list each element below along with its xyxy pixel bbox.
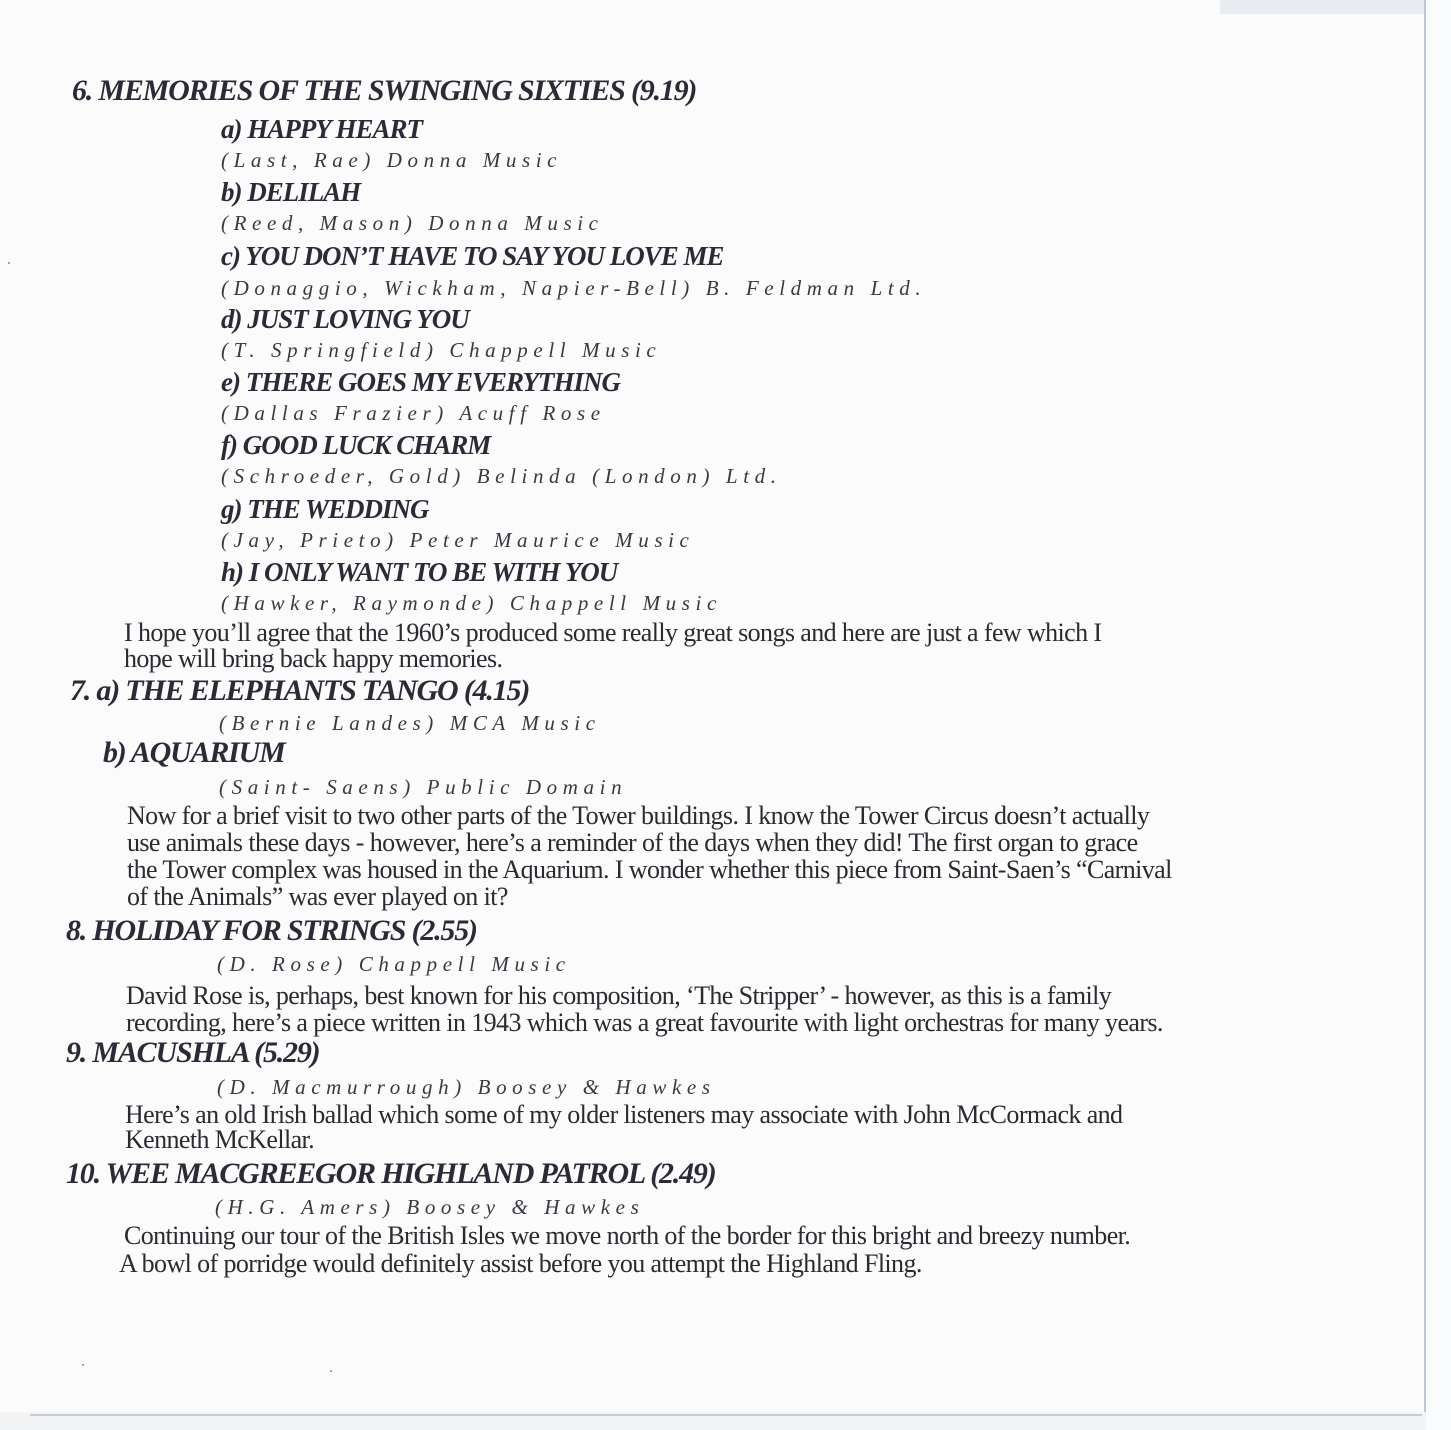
song-credit: (T. Springfield) Chappell Music bbox=[221, 338, 662, 362]
song-credit: (Last, Rae) Donna Music bbox=[221, 148, 563, 172]
track-7a-title: 7. a) THE ELEPHANTS TANGO (4.15) bbox=[70, 674, 530, 707]
song-credit: (Schroeder, Gold) Belinda (London) Ltd. bbox=[221, 464, 782, 488]
track-9-credit: (D. Macmurrough) Boosey & Hawkes bbox=[217, 1075, 716, 1099]
song-credit: (Dallas Frazier) Acuff Rose bbox=[221, 401, 606, 425]
track-10-note-line: A bowl of porridge would definitely assist before you attempt the Highland Fling. bbox=[119, 1249, 922, 1278]
track-10-title: 10. WEE MACGREEGOR HIGHLAND PATROL (2.49) bbox=[66, 1157, 716, 1190]
track-8-note-line: recording, here’s a piece written in 1943 which was a great favourite with light orchestras for many years. bbox=[126, 1008, 1163, 1037]
song-credit: (Jay, Prieto) Peter Maurice Music bbox=[221, 528, 695, 552]
track-10-note-line: Continuing our tour of the British Isles we move north of the border for this bright and breezy number. bbox=[124, 1221, 1131, 1250]
song-title: e) THERE GOES MY EVERYTHING bbox=[221, 367, 621, 397]
song-title: g) THE WEDDING bbox=[221, 494, 429, 524]
track-7b-credit: (Saint- Saens) Public Domain bbox=[219, 775, 628, 799]
song-credit: (Reed, Mason) Donna Music bbox=[221, 211, 604, 235]
track-7-note-line: use animals these days - however, here’s a reminder of the days when they did! The first organ to grace bbox=[127, 828, 1138, 857]
track-7-note-line: the Tower complex was housed in the Aquarium. I wonder whether this piece from Saint-Saen’s “Carnival bbox=[127, 855, 1172, 884]
song-title: a) HAPPY HEART bbox=[221, 114, 422, 144]
track-9-note-line: Kenneth McKellar. bbox=[125, 1125, 315, 1154]
track-7b-title: b) AQUARIUM bbox=[103, 736, 285, 769]
speck bbox=[82, 1364, 84, 1366]
track-6-note-line: hope will bring back happy memories. bbox=[124, 644, 503, 673]
track-7-note-line: of the Animals” was ever played on it? bbox=[127, 882, 508, 911]
track-8-note-line: David Rose is, perhaps, best known for his composition, ‘The Stripper’ - however, as this is a family bbox=[126, 981, 1112, 1010]
song-title: c) YOU DON’T HAVE TO SAY YOU LOVE ME bbox=[221, 241, 724, 271]
speck bbox=[8, 262, 10, 264]
track-7a-credit: (Bernie Landes) MCA Music bbox=[219, 711, 601, 735]
page-right-margin bbox=[1426, 0, 1451, 1430]
track-6-note-line: I hope you’ll agree that the 1960’s produced some really great songs and here are just a few which I bbox=[124, 618, 1102, 647]
song-credit: (Hawker, Raymonde) Chappell Music bbox=[221, 591, 722, 615]
track-6-title: 6. MEMORIES OF THE SWINGING SIXTIES (9.19) bbox=[72, 74, 697, 107]
page-top-edge bbox=[1220, 0, 1424, 14]
song-title: h) I ONLY WANT TO BE WITH YOU bbox=[221, 557, 618, 587]
song-title: d) JUST LOVING YOU bbox=[221, 304, 469, 334]
track-10-credit: (H.G. Amers) Boosey & Hawkes bbox=[215, 1195, 645, 1219]
track-8-credit: (D. Rose) Chappell Music bbox=[217, 952, 571, 976]
track-7-note-line: Now for a brief visit to two other parts of the Tower buildings. I know the Tower Circus doesn’t actually bbox=[127, 801, 1150, 830]
song-credit: (Donaggio, Wickham, Napier-Bell) B. Feldman Ltd. bbox=[221, 276, 927, 300]
track-9-note-line: Here’s an old Irish ballad which some of my older listeners may associate with John McCormack and bbox=[125, 1100, 1123, 1129]
track-9-title: 9. MACUSHLA (5.29) bbox=[66, 1036, 320, 1069]
page-bottom-edge bbox=[30, 1414, 1422, 1416]
song-title: b) DELILAH bbox=[221, 177, 361, 207]
speck bbox=[330, 1370, 332, 1372]
track-8-title: 8. HOLIDAY FOR STRINGS (2.55) bbox=[66, 914, 477, 947]
song-title: f) GOOD LUCK CHARM bbox=[221, 430, 491, 460]
